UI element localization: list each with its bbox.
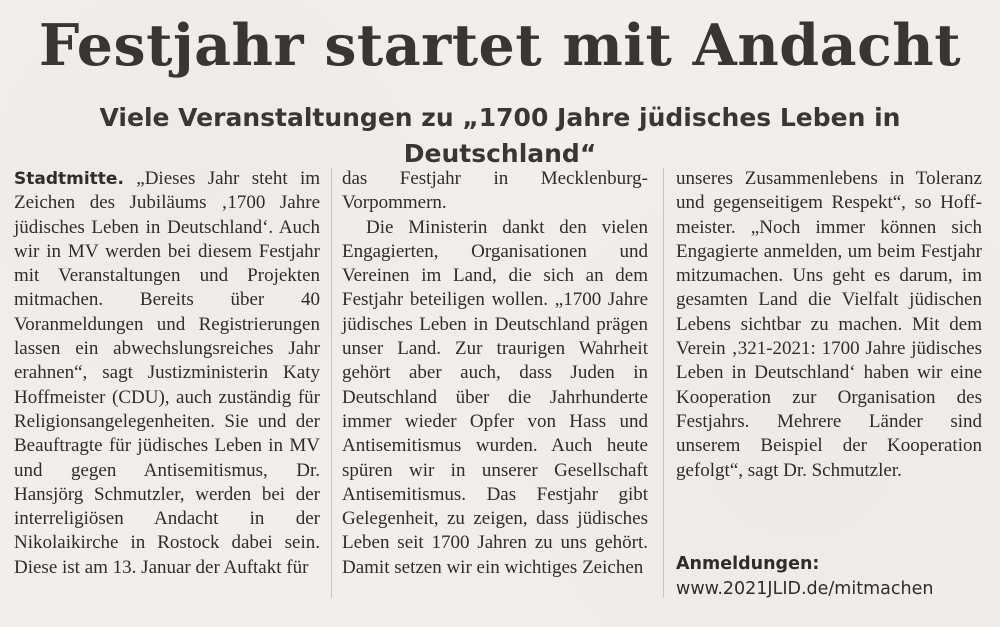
article-column-3 <box>676 167 982 483</box>
paragraph-1-text: „Dieses Jahr steht im Zeichen des Jubiläums ‚1700 Jahre jüdisches Leben in Deutschland‘. Auch wir in MV werden bei diesem Festjahr mit Veranstaltungen und Projekten mitmachen. Bereits über 40 Voranmeldungen und Registrierungen lassen ein abwechslungsreiches Jahr erahnen“, sagt Justizministerin Katy Hoffmeister (CDU), auch zuständig für Religionsangelegenheiten. Sie und der Beauftragte für jüdisches Leben in MV und gegen Antisemitismus, Dr. Hansjörg Schmutzler, werden bei der interreligiösen Andacht in der Nikolaikirche in Rostock dabei sein. Diese ist am 13. Januar der Auftakt für <box>14 168 321 578</box>
article-headline: Festjahr startet mit Andacht <box>38 12 962 79</box>
article-column-1 <box>14 167 320 580</box>
article-paragraph-2: Die Ministerin dankt den vielen Engagierten, Organisationen und Vereinen im Land, die sich an dem Festjahr beteiligen wollen. „1700 Jahre jüdisches Leben in Deutschland prägen unser Land. Zur traurigen Wahrheit gehört aber auch, dass Juden in Deutschland über die Jahrhunderte immer wieder Opfer von Hass und Antisemitismus wurden. Auch heute spüren wir in unserer Gesellschaft Antisemitismus. Das Festjahr gibt Gelegenheit, zu zeigen, dass jüdisches Leben seit 1700 Jahren zu uns gehört. Damit setzen wir ein wichtiges Zeichen <box>342 216 648 578</box>
signup-info <box>676 552 982 602</box>
signup-label: Anmeldungen: <box>676 554 820 574</box>
signup-link[interactable]: www.2021JLID.de/mitmachen <box>676 579 934 599</box>
column-divider <box>663 168 664 598</box>
article-paragraph-continued: das Festjahr in Mecklenburg-Vorpommern. <box>342 168 648 214</box>
article-subheadline: Viele Veranstaltungen zu „1700 Jahre jüdisches Leben in Deutschland“ <box>99 103 901 168</box>
article-paragraph-1 <box>14 167 320 580</box>
article-paragraph-continued: unseres Zusammenlebens in Toleranz und gegenseitigem Respekt“, so Hoffmeister. „Noch immer können sich Engagierte anmelden, um beim Festjahr mitzumachen. Uns geht es darum, im gesamten Land die Vielfalt jüdischen Lebens sichtbar zu machen. Mit dem Verein ‚321-2021: 1700 Jahre jüdisches Leben in Deutschland‘ haben wir eine Kooperation zur Organisation des Festjahrs. Mehrere Länder sind unserem Beispiel der Kooperation gefolgt“, sagt Dr. Schmutzler. <box>676 168 982 481</box>
dateline: Stadtmitte. <box>14 169 124 189</box>
article-column-2 <box>342 167 648 580</box>
column-divider <box>331 168 332 598</box>
